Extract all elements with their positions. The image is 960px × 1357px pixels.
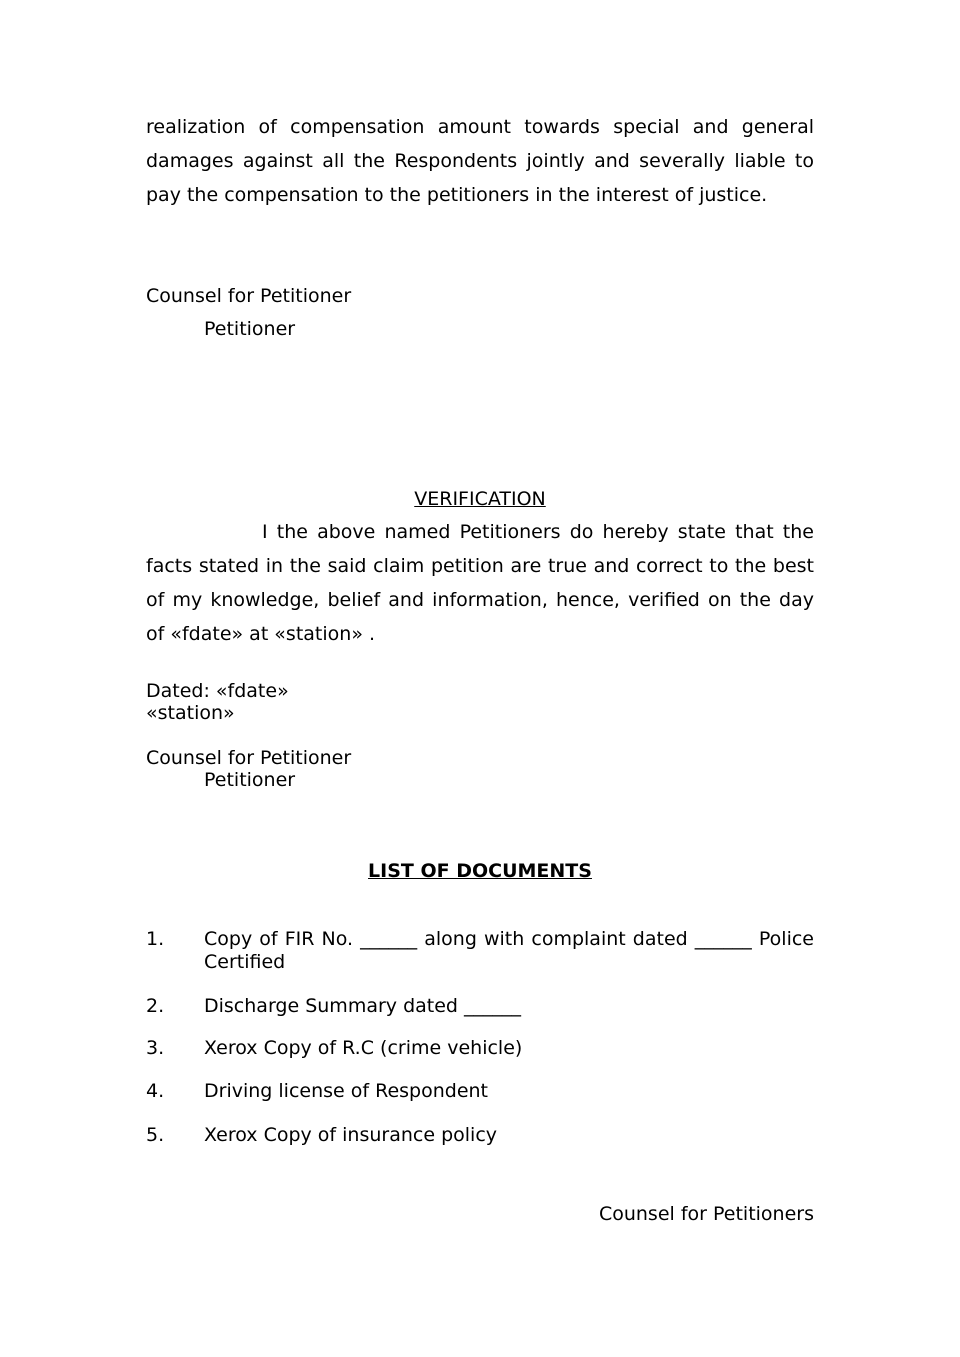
document-item [146,1124,814,1147]
document-item-number: 2. [146,995,165,1017]
petitioner-signature-1: Petitioner [204,318,296,340]
document-item-text: Driving license of Respondent [204,1080,489,1102]
document-item-number: 4. [146,1080,165,1102]
closing-counsel-signature: Counsel for Petitioners [598,1203,814,1225]
petitioner-signature-2: Petitioner [204,769,296,791]
document-item [146,928,814,974]
documents-heading: LIST OF DOCUMENTS [368,860,592,882]
verification-paragraph: I the above named Petitioners do hereby state that the facts stated in the said claim petition are true and correct to the best of my knowledge, belief and information, hence, verified on the day of «fdate» at «station» . [146,521,814,645]
document-item [146,1080,814,1103]
counsel-signature-2: Counsel for Petitioner [146,747,352,769]
dated-line: Dated: «fdate» [146,680,289,702]
verification-heading: VERIFICATION [414,488,546,510]
document-item-text: Discharge Summary dated ______ [204,995,522,1017]
document-item-text: Xerox Copy of R.C (crime vehicle) [204,1037,523,1059]
document-item-text: Xerox Copy of insurance policy [204,1124,498,1146]
document-item [146,1037,814,1060]
document-item [146,995,814,1018]
document-item-number: 3. [146,1037,165,1059]
prayer-paragraph: realization of compensation amount towards special and general damages against all the Respondents jointly and severally liable to pay the compensation to the petitioners in the interest of justice. [146,116,814,206]
document-item-number: 1. [146,928,165,950]
counsel-signature-1: Counsel for Petitioner [146,285,352,307]
document-item-number: 5. [146,1124,165,1146]
station-line: «station» [146,702,235,724]
document-item-text: Copy of FIR No. ______ along with complaint dated ______ Police Certified [204,928,814,973]
